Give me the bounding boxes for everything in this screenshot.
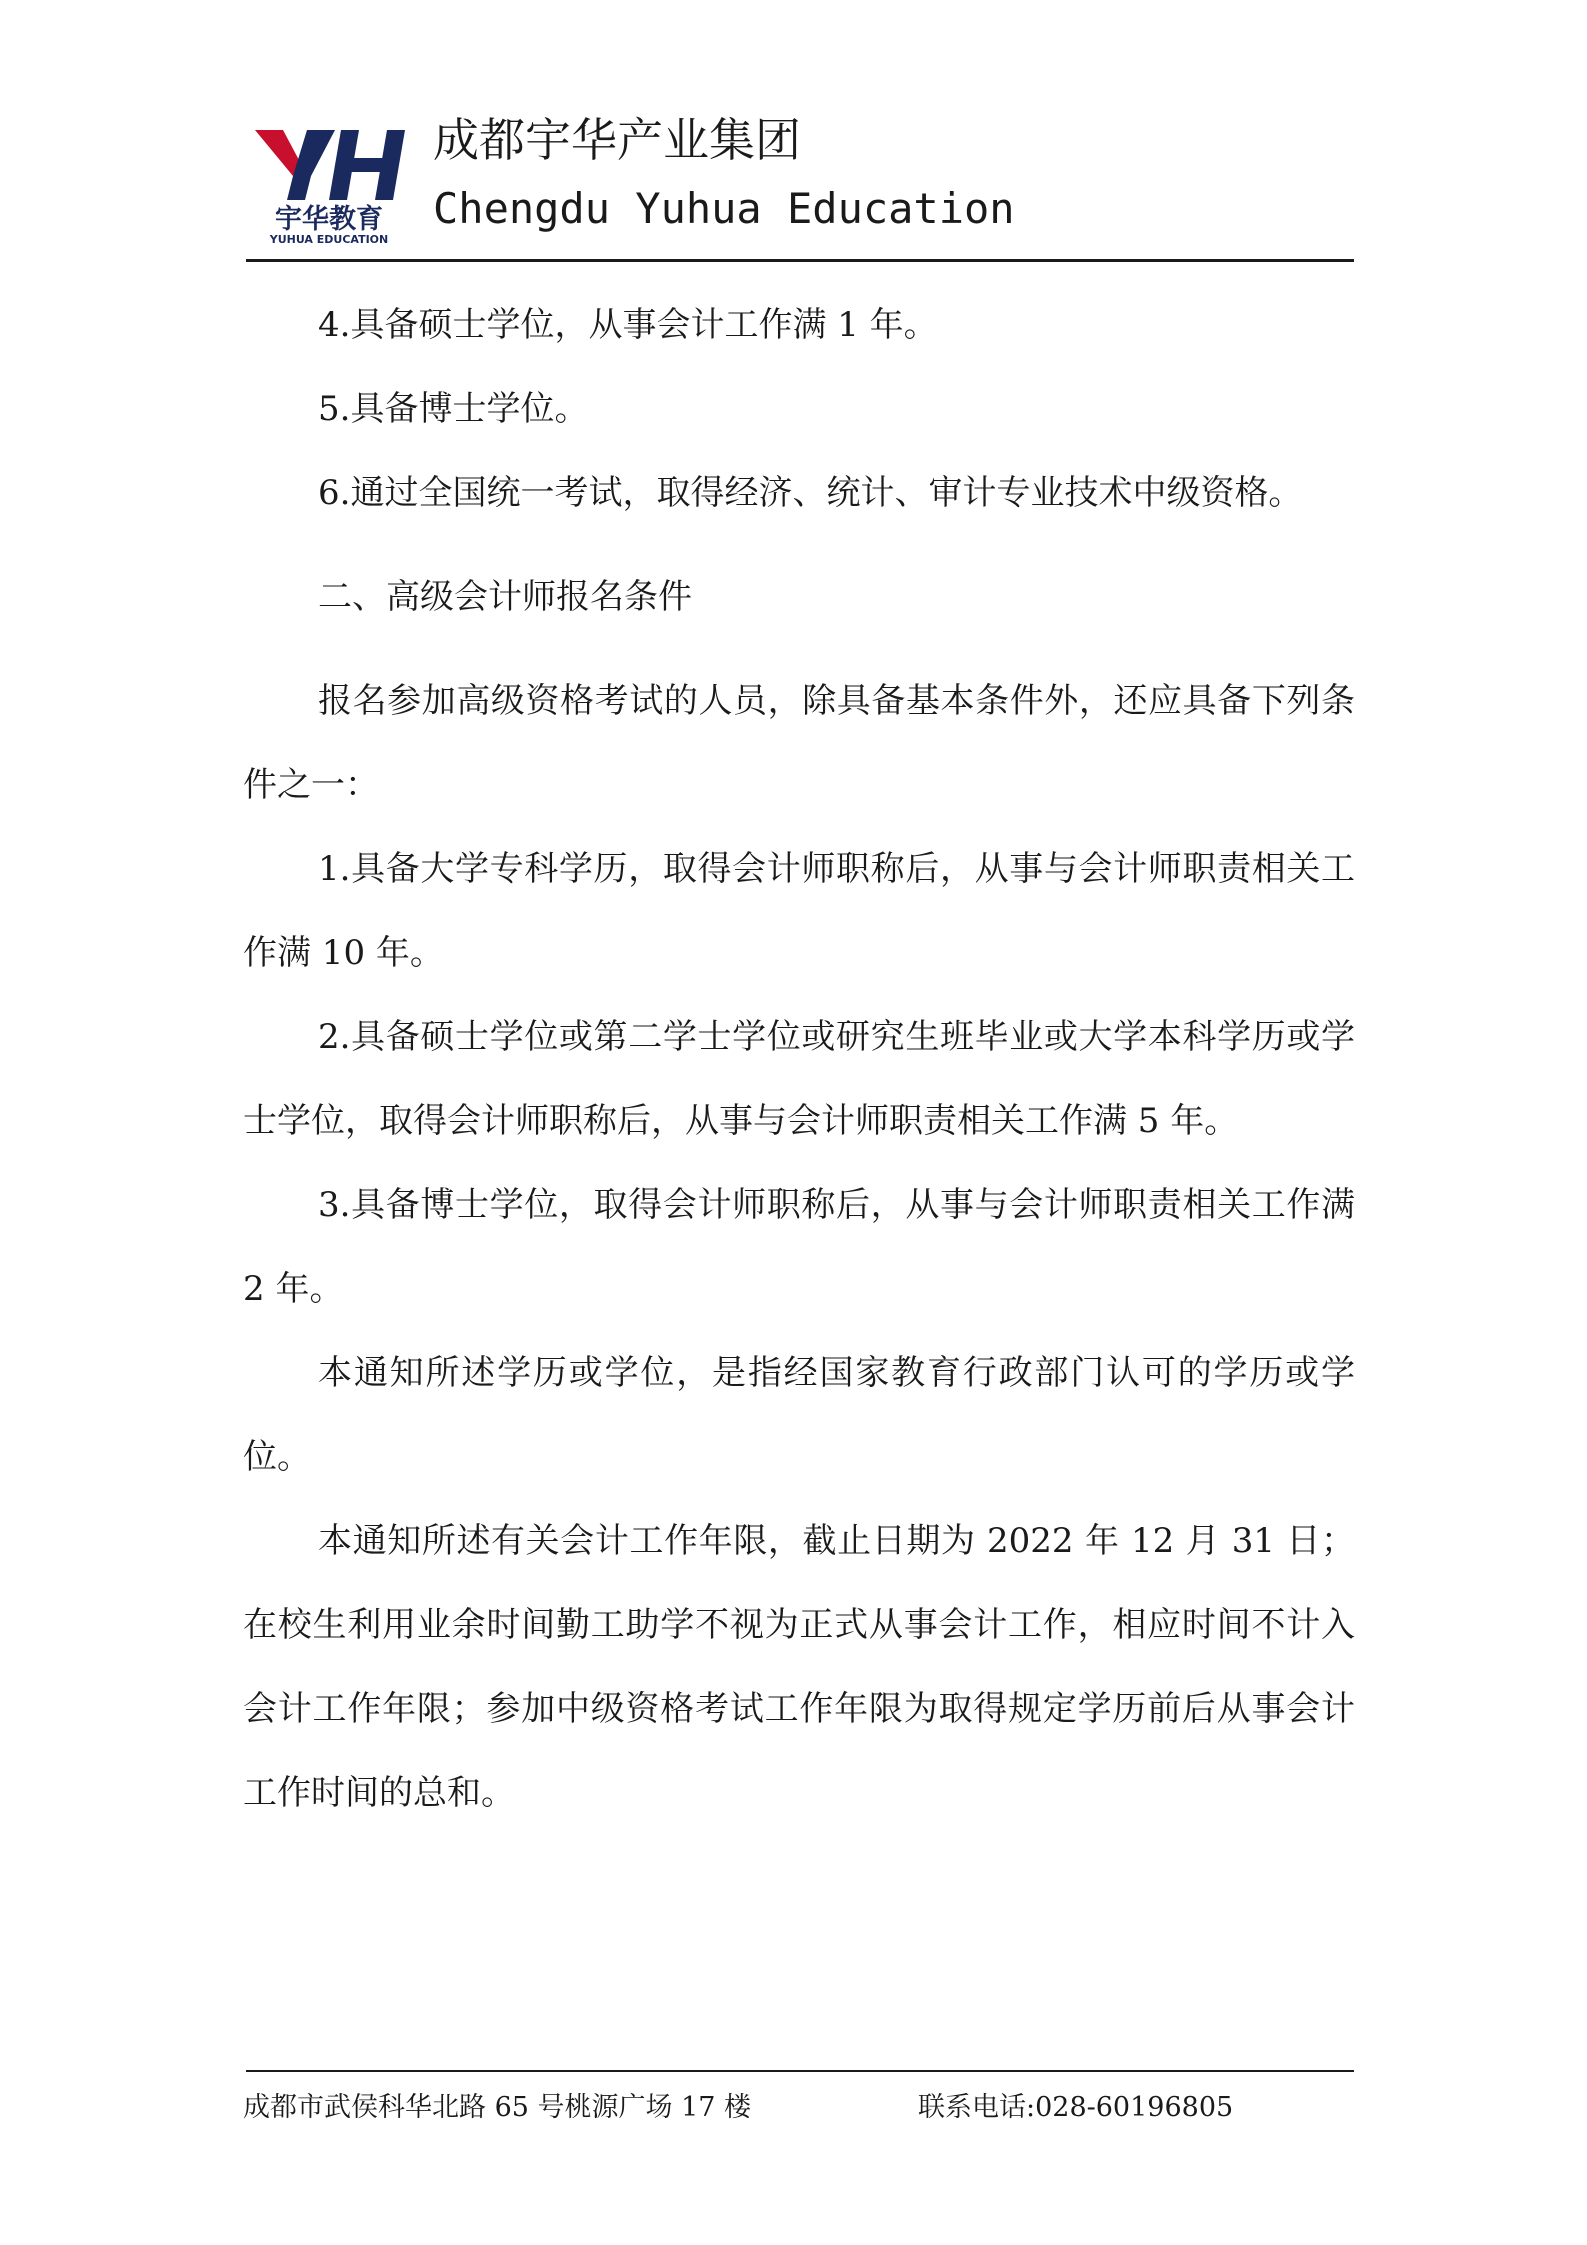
header-divider [246,259,1354,262]
paragraph-item-6: 6.通过全国统一考试，取得经济、统计、审计专业技术中级资格。 [318,473,1303,513]
footer-phone: 联系电话:028-60196805 [918,2092,1234,2123]
logo-text-cn: 宇华教育 [275,204,383,235]
section-heading: 二、高级会计师报名条件 [318,577,692,617]
paragraph-item-4: 4.具备硕士学位，从事会计工作满 1 年。 [318,305,938,345]
paragraph-condition-1: 1.具备大学专科学历，取得会计师职称后，从事与会计师职责相关工作满 10 年。 [243,849,1355,973]
paragraph-note-years: 本通知所述有关会计工作年限，截止日期为 2022 年 12 月 31 日；在校生利用业余时间勤工助学不视为正式从事会计工作，相应时间不计入会计工作年限；参加中级资格考试工作年限为取得规定学历前后从事会计工作时间的总和。 [243,1521,1355,1813]
page-header [243,110,1353,260]
paragraph-note-degree: 本通知所述学历或学位，是指经国家教育行政部门认可的学历或学位。 [243,1353,1355,1477]
yuhua-logo [255,114,405,244]
paragraph-intro: 报名参加高级资格考试的人员，除具备基本条件外，还应具备下列条件之一： [243,681,1355,805]
footer-divider [246,2070,1354,2072]
company-name-cn: 成都宇华产业集团 [433,113,801,167]
paragraph-item-5: 5.具备博士学位。 [318,389,589,429]
footer-address: 成都市武侯科华北路 65 号桃源广场 17 楼 [243,2092,752,2123]
document-body [243,283,1355,1835]
paragraph-condition-3: 3.具备博士学位，取得会计师职称后，从事与会计师职责相关工作满 2 年。 [243,1185,1355,1309]
paragraph-condition-2: 2.具备硕士学位或第二学士学位或研究生班毕业或大学本科学历或学士学位，取得会计师职称后，从事与会计师职责相关工作满 5 年。 [243,1017,1355,1141]
logo-text-en: YUHUA EDUCATION [269,233,389,244]
company-name-en: Chengdu Yuhua Education [433,184,1015,233]
